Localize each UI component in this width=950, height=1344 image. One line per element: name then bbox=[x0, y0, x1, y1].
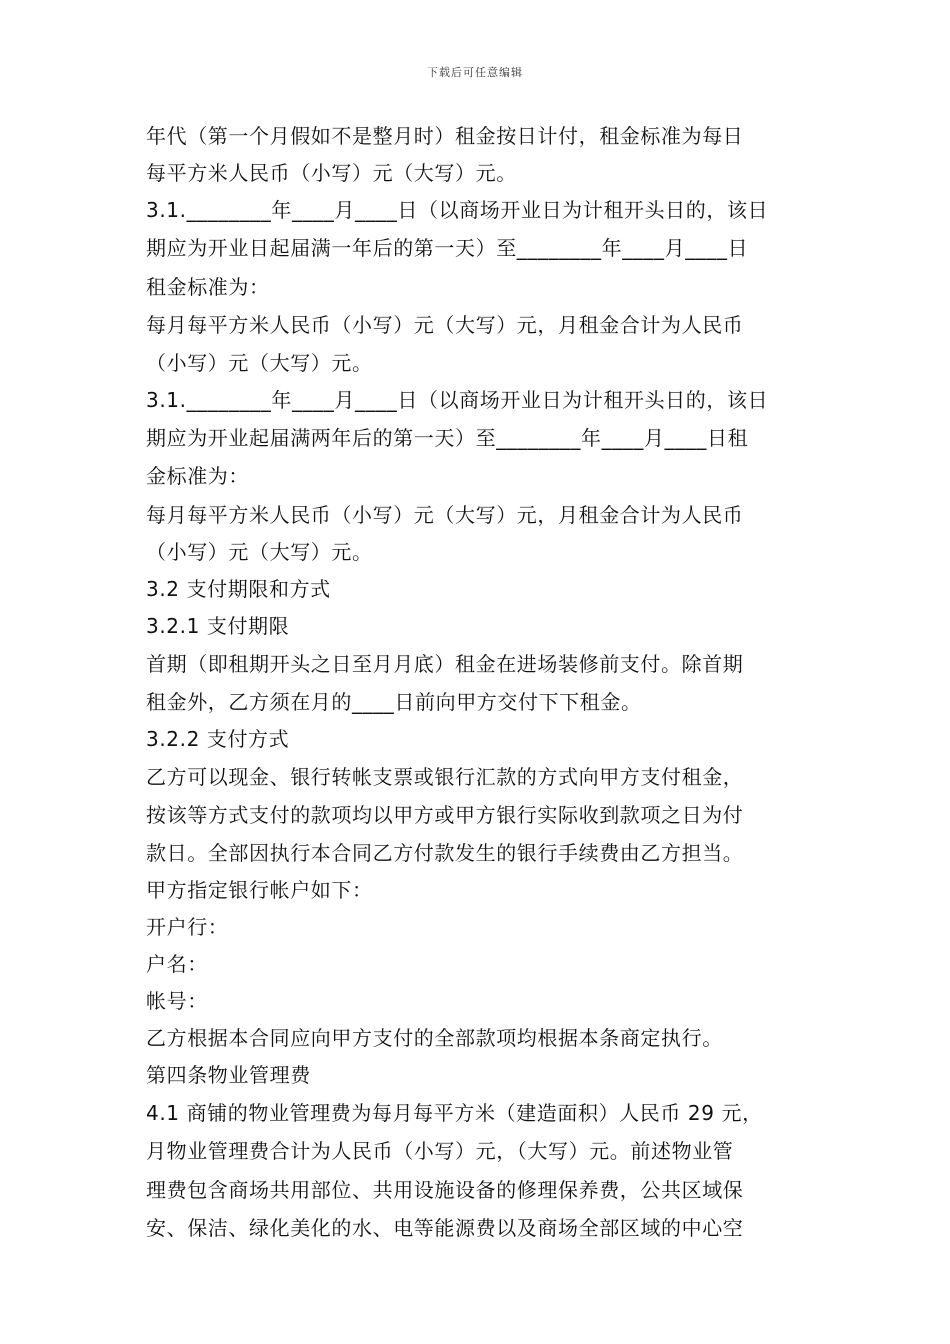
text-line: 年代（第一个月假如不是整月时）租金按日计付，租金标准为每日 bbox=[146, 124, 744, 148]
text-line: 月物业管理费合计为人民币（小写）元，（大写）元。前述物业管 bbox=[146, 1139, 734, 1163]
text-line: 帐号： bbox=[146, 988, 208, 1013]
section-heading: 3.2 支付期限和方式 bbox=[146, 577, 331, 601]
text-line: 租金外，乙方须在月的____日前向甲方交付下下租金。 bbox=[146, 689, 642, 714]
document-body bbox=[146, 118, 806, 1248]
text-line: 户名： bbox=[146, 951, 208, 976]
text-line: 4.1 商铺的物业管理费为每月每平方米（建造面积）人民币 29 元， bbox=[146, 1100, 763, 1125]
text-line: （小写）元（大写）元。 bbox=[146, 540, 373, 564]
text-line: （小写）元（大写）元。 bbox=[146, 350, 373, 375]
text-line: 乙方可以现金、银行转帐支票或银行汇款的方式向甲方支付租金， bbox=[146, 764, 744, 789]
text-line: 3.1.________年____月____日（以商场开业日为计租开头日的，该日 bbox=[146, 387, 769, 412]
text-line: 按该等方式支付的款项均以甲方或甲方银行实际收到款项之日为付 bbox=[146, 803, 744, 827]
text-line: 3.1.________年____月____日（以商场开业日为计租开头日的，该日 bbox=[146, 198, 769, 222]
text-line: 期应为开业起届满两年后的第一天）至________年____月____日租 bbox=[146, 425, 749, 450]
text-line: 金标准为： bbox=[146, 464, 249, 488]
text-line: 每月每平方米人民币（小写）元（大写）元，月租金合计为人民币 bbox=[146, 502, 744, 527]
text-line: 理费包含商场共用部位、共用设施设备的修理保养费，公共区域保 bbox=[146, 1177, 744, 1202]
text-line: 乙方根据本合同应向甲方支付的全部款项均根据本条商定执行。 bbox=[146, 1025, 723, 1050]
text-line: 开户行： bbox=[146, 914, 229, 939]
text-line: 安、保洁、绿化美化的水、电等能源费以及商场全部区域的中心空 bbox=[146, 1216, 744, 1240]
text-line: 每平方米人民币（小写）元（大写）元。 bbox=[146, 161, 517, 185]
page-header: 下载后可任意编辑 bbox=[427, 66, 523, 79]
text-line: 期应为开业日起届满一年后的第一天）至________年____月____日 bbox=[146, 236, 749, 260]
text-line: 租金标准为： bbox=[146, 274, 270, 299]
text-line: 甲方指定银行帐户如下： bbox=[146, 877, 373, 902]
section-heading: 3.2.1 支付期限 bbox=[146, 614, 290, 638]
text-line: 款日。全部因执行本合同乙方付款发生的银行手续费由乙方担当。 bbox=[146, 840, 744, 865]
text-line: 每月每平方米人民币（小写）元（大写）元，月租金合计为人民币 bbox=[146, 313, 744, 337]
section-heading: 3.2.2 支付方式 bbox=[146, 726, 290, 751]
section-heading: 第四条物业管理费 bbox=[146, 1062, 311, 1087]
text-line: 首期（即租期开头之日至月月底）租金在进场装修前支付。除首期 bbox=[146, 652, 744, 676]
